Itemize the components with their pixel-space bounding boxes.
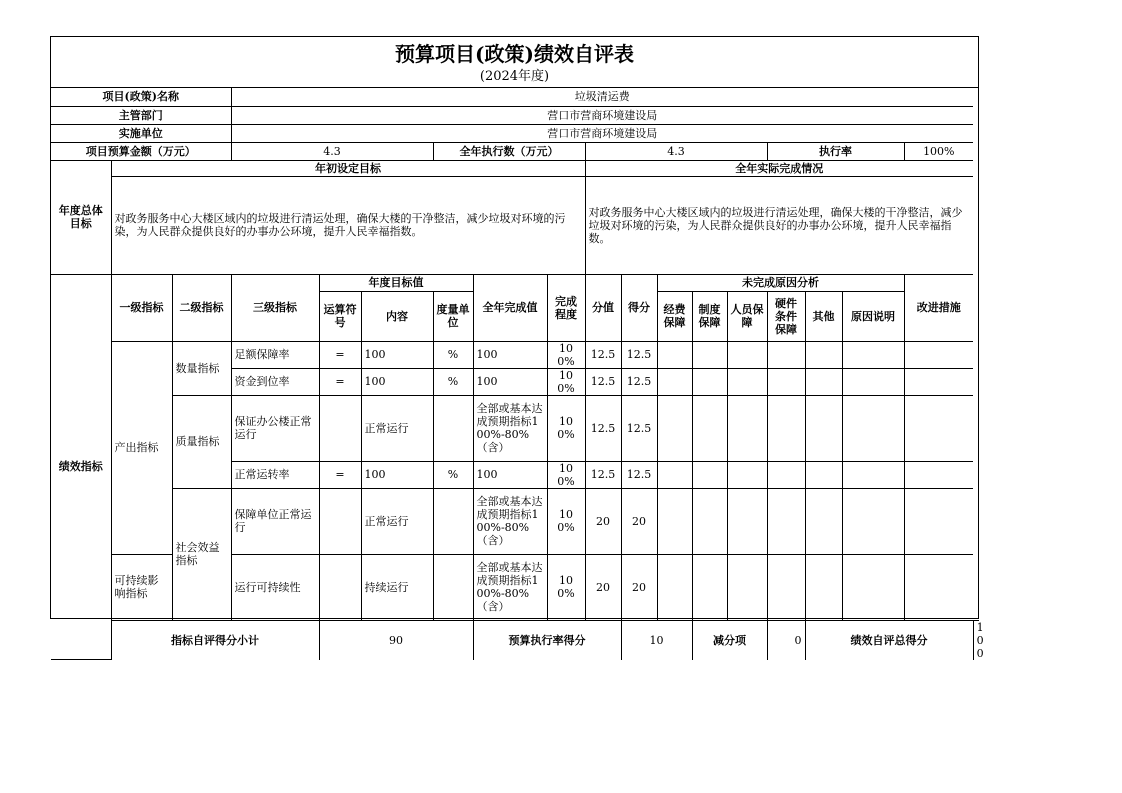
empty-cell (727, 368, 767, 395)
indicator-content: 100 (361, 341, 433, 368)
indicator-unit: % (433, 341, 473, 368)
indicator-done: 100 (473, 461, 547, 488)
empty-cell (842, 341, 904, 368)
sheet-header (51, 37, 978, 88)
page-title: 预算项目(政策)绩效自评表 (395, 42, 634, 66)
dept-value: 营口市营商环境建设局 (231, 106, 973, 124)
empty-cell (805, 341, 842, 368)
empty-cell (767, 554, 805, 620)
empty-cell (767, 488, 805, 554)
impl-label: 实施单位 (51, 124, 231, 142)
col-reason-group: 未完成原因分析 (657, 274, 904, 291)
col-content: 内容 (361, 291, 433, 341)
indicator-degree: 100% (547, 554, 585, 620)
empty-cell (657, 341, 692, 368)
empty-cell (842, 461, 904, 488)
indicator-weight: 20 (585, 554, 621, 620)
empty-cell (692, 488, 727, 554)
empty-cell (767, 461, 805, 488)
indicator-weight: 12.5 (585, 341, 621, 368)
total-value: 100 (973, 620, 979, 660)
empty-cell (904, 395, 973, 461)
indicator-degree: 100% (547, 341, 585, 368)
empty-cell (842, 488, 904, 554)
indicator-score: 12.5 (621, 461, 657, 488)
indicator-weight: 12.5 (585, 395, 621, 461)
indicator-name: 正常运转率 (231, 461, 319, 488)
empty-cell (657, 368, 692, 395)
empty-cell (727, 395, 767, 461)
goal-set-header: 年初设定目标 (111, 160, 585, 176)
indicator-unit: % (433, 461, 473, 488)
empty-cell (805, 395, 842, 461)
col-weight: 分值 (585, 274, 621, 341)
indicator-done: 100 (473, 341, 547, 368)
total-label: 绩效自评总得分 (805, 620, 973, 660)
col-r2: 制度保障 (692, 291, 727, 341)
goal-actual-text: 对政务服务中心大楼区域内的垃圾进行清运处理，确保大楼的干净整洁，减少垃圾对环境的污染，为人民群众提供良好的办事办公环境，提升人民幸福指数。 (585, 176, 973, 274)
indicator-score: 12.5 (621, 395, 657, 461)
indicator-done: 全部或基本达成预期指标100%-80%（含） (473, 554, 547, 620)
deduct-value: 0 (767, 620, 805, 660)
subtotal-value: 90 (319, 620, 473, 660)
indicator-done: 全部或基本达成预期指标100%-80%（含） (473, 395, 547, 461)
empty-cell (727, 341, 767, 368)
project-name-label: 项目(政策)名称 (51, 88, 231, 106)
empty-cell (692, 368, 727, 395)
empty-cell (692, 554, 727, 620)
subtotal-label: 指标自评得分小计 (111, 620, 319, 660)
indicator-weight: 12.5 (585, 461, 621, 488)
rate-value: 100% (904, 142, 973, 160)
evaluation-table (51, 88, 984, 660)
col-level3: 三级指标 (231, 274, 319, 341)
col-r5: 其他 (805, 291, 842, 341)
empty-cell (805, 368, 842, 395)
col-annual-target: 年度目标值 (319, 274, 473, 291)
goal-label: 年度总体目标 (51, 160, 111, 274)
col-score: 得分 (621, 274, 657, 341)
indicator-done: 全部或基本达成预期指标100%-80%（含） (473, 488, 547, 554)
budget-label: 项目预算金额（万元） (51, 142, 231, 160)
indicator-op: = (319, 461, 361, 488)
impl-value: 营口市营商环境建设局 (231, 124, 973, 142)
col-unit: 度量单位 (433, 291, 473, 341)
col-improve: 改进措施 (904, 274, 973, 341)
indicator-content: 持续运行 (361, 554, 433, 620)
indicator-score: 12.5 (621, 341, 657, 368)
empty-cell (692, 395, 727, 461)
indicator-name: 保证办公楼正常运行 (231, 395, 319, 461)
indicator-op: = (319, 341, 361, 368)
empty-cell (904, 368, 973, 395)
project-name-value: 垃圾清运费 (231, 88, 973, 106)
indicator-name: 足额保障率 (231, 341, 319, 368)
indicator-unit (433, 395, 473, 461)
empty-cell (727, 554, 767, 620)
group-sustain: 可持续影响指标 (111, 554, 172, 620)
exec-label: 全年执行数（万元） (433, 142, 585, 160)
indicator-unit: % (433, 368, 473, 395)
empty-cell (904, 341, 973, 368)
empty-cell (805, 488, 842, 554)
empty-cell (692, 461, 727, 488)
deduct-label: 减分项 (692, 620, 767, 660)
performance-evaluation-sheet (50, 36, 984, 660)
group-quantity: 数量指标 (172, 341, 231, 395)
indicator-op (319, 395, 361, 461)
col-completed: 全年完成值 (473, 274, 547, 341)
col-r4: 硬件条件保障 (767, 291, 805, 341)
empty-cell (904, 461, 973, 488)
indicator-content: 100 (361, 368, 433, 395)
empty-cell (842, 368, 904, 395)
rate-label: 执行率 (767, 142, 904, 160)
empty-cell (692, 341, 727, 368)
empty-cell (657, 461, 692, 488)
indicator-degree: 100% (547, 461, 585, 488)
budget-score-value: 10 (621, 620, 692, 660)
indicator-unit (433, 488, 473, 554)
empty-cell (842, 395, 904, 461)
empty-cell (767, 341, 805, 368)
indicator-name: 运行可持续性 (231, 554, 319, 620)
budget-score-label: 预算执行率得分 (473, 620, 621, 660)
group-quality: 质量指标 (172, 395, 231, 488)
indicator-name: 保障单位正常运行 (231, 488, 319, 554)
empty-cell (657, 395, 692, 461)
empty-cell (904, 554, 973, 620)
group-social: 社会效益指标 (172, 488, 231, 620)
indicator-name: 资金到位率 (231, 368, 319, 395)
empty-cell (805, 461, 842, 488)
perf-label: 绩效指标 (51, 274, 111, 660)
indicator-unit (433, 554, 473, 620)
goal-set-text: 对政务服务中心大楼区域内的垃圾进行清运处理，确保大楼的干净整洁，减少垃圾对环境的污染，为人民群众提供良好的办事办公环境，提升人民幸福指数。 (111, 176, 585, 274)
goal-actual-header: 全年实际完成情况 (585, 160, 973, 176)
budget-value: 4.3 (231, 142, 433, 160)
empty-cell (657, 488, 692, 554)
empty-cell (767, 368, 805, 395)
empty-cell (767, 395, 805, 461)
indicator-content: 正常运行 (361, 488, 433, 554)
indicator-done: 100 (473, 368, 547, 395)
page-subtitle: (2024年度) (479, 69, 550, 84)
col-r6: 原因说明 (842, 291, 904, 341)
indicator-degree: 100% (547, 488, 585, 554)
empty-cell (727, 488, 767, 554)
indicator-content: 正常运行 (361, 395, 433, 461)
dept-label: 主管部门 (51, 106, 231, 124)
indicator-weight: 20 (585, 488, 621, 554)
indicator-op (319, 554, 361, 620)
empty-cell (904, 488, 973, 554)
col-level2: 二级指标 (172, 274, 231, 341)
empty-cell (657, 554, 692, 620)
empty-cell (805, 554, 842, 620)
col-degree: 完成程度 (547, 274, 585, 341)
empty-cell (842, 554, 904, 620)
col-op: 运算符号 (319, 291, 361, 341)
indicator-weight: 12.5 (585, 368, 621, 395)
exec-value: 4.3 (585, 142, 767, 160)
col-r1: 经费保障 (657, 291, 692, 341)
indicator-degree: 100% (547, 395, 585, 461)
indicator-score: 20 (621, 488, 657, 554)
indicator-op (319, 488, 361, 554)
col-level1: 一级指标 (111, 274, 172, 341)
indicator-score: 12.5 (621, 368, 657, 395)
col-r3: 人员保障 (727, 291, 767, 341)
group-output: 产出指标 (111, 341, 172, 554)
indicator-degree: 100% (547, 368, 585, 395)
empty-cell (727, 461, 767, 488)
indicator-score: 20 (621, 554, 657, 620)
indicator-op: = (319, 368, 361, 395)
indicator-content: 100 (361, 461, 433, 488)
